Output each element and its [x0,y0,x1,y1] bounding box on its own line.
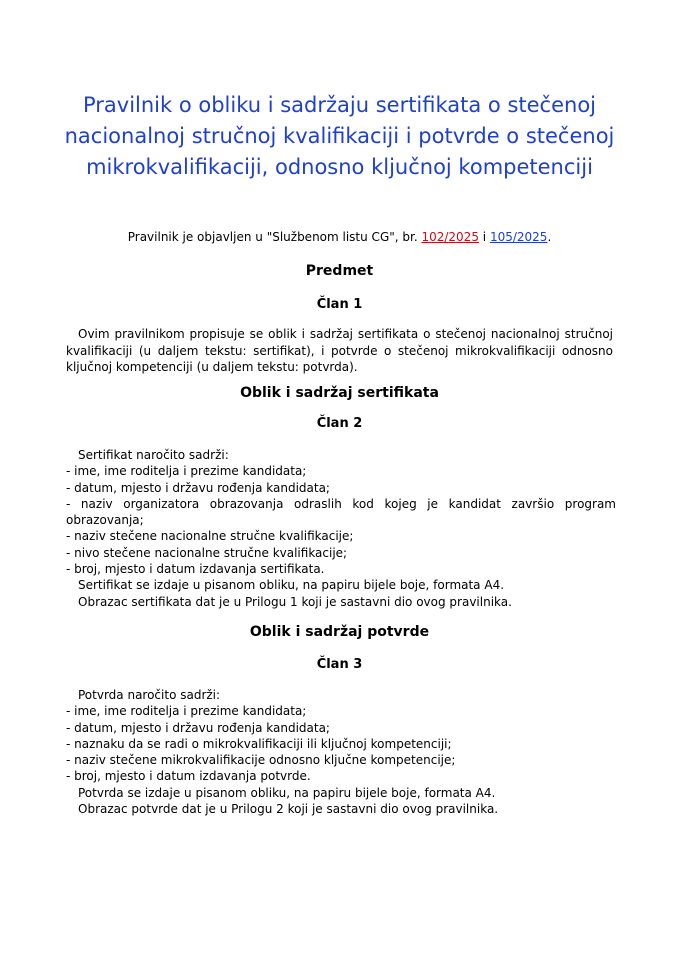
list-item: - naznaku da se radi o mikrokvalifikaciji ili ključnoj kompetenciji; [66,736,452,751]
clan-3-intro: Potvrda naročito sadrži: [78,688,221,702]
clan-3-body [66,687,616,817]
clan-2-body [66,447,616,610]
section-heading-potvrda: Oblik i sadržaj potvrde [249,624,430,640]
publication-note [0,229,679,245]
clan-3-outro-prilog: Obrazac potvrde dat je u Prilogu 2 koji je sastavni dio ovog pravilnika. [78,802,499,817]
clan-2-outro-format: Sertifikat se izdaje u pisanom obliku, na papiru bijele boje, formata A4. [78,578,505,593]
clan-3-heading: Član 3 [316,657,363,672]
section-heading-predmet: Predmet [305,263,374,279]
clan-2-intro: Sertifikat naročito sadrži: [78,448,229,462]
list-item: - naziv organizatora obrazovanja odraslih kod kojeg je kandidat završio program obrazovanja; [66,496,616,528]
list-item: - nivo stečene nacionalne stručne kvalifikacije; [66,545,348,560]
issue-link-102[interactable]: 102/2025 [421,230,479,244]
document-title: Pravilnik o obliku i sadržaju sertifikata o stečenoj nacionalnoj stručnoj kvalifikaciji i potvrde o stečenoj mikrokvalifikaciji, odnosno ključnoj kompetenciji [64,93,615,179]
list-item: - broj, mjesto i datum izdavanja potvrde. [66,769,311,784]
list-item: - broj, mjesto i datum izdavanja sertifikata. [66,562,325,577]
issue-link-105[interactable]: 105/2025 [489,230,548,244]
clan-1-text: Ovim pravilnikom propisuje se oblik i sadržaj sertifikata o stečenoj nacionalnoj stručnoj kvalifikaciji (u daljem tekstu: sertifikat), i potvrde o stečenoj mikrokvalifikaciji odnosno ključnoj kompetenciji (u daljem tekstu: potvrda). [66,327,613,374]
list-item: - naziv stečene nacionalne stručne kvalifikacije; [66,529,354,544]
clan-3-outro-format: Potvrda se izdaje u pisanom obliku, na papiru bijele boje, formata A4. [78,785,496,800]
clan-2-heading: Član 2 [316,416,363,431]
list-item: - naziv stečene mikrokvalifikacije odnosno ključne kompetencije; [66,753,456,768]
list-item: - datum, mjesto i državu rođenja kandidata; [66,480,330,495]
publication-prefix: Pravilnik je objavljen u "Službenom listu CG", br. [127,230,422,244]
section-heading-sertifikat: Oblik i sadržaj sertifikata [240,385,439,401]
list-item: - ime, ime roditelja i prezime kandidata; [66,464,307,479]
list-item: - datum, mjesto i državu rođenja kandidata; [66,720,330,735]
clan-2-outro-prilog: Obrazac sertifikata dat je u Prilogu 1 koji je sastavni dio ovog pravilnika. [78,594,512,609]
publication-connector: i [478,230,490,244]
clan-1-heading: Član 1 [316,297,363,312]
list-item: - ime, ime roditelja i prezime kandidata; [66,704,307,719]
publication-suffix: . [547,230,552,244]
